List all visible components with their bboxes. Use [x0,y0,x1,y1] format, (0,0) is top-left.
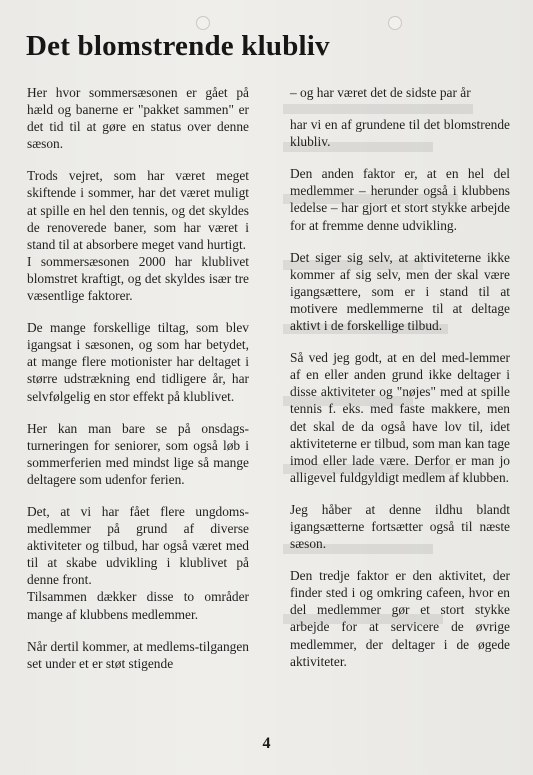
paragraph: Trods vejret, som har været meget skiftende i sommer, har det været muligt at spille en hel den tennis, og det skyldes de renoverede baner, som har været i stand til at absorbere meget vand hurtigt. [27,168,249,252]
paragraph: Så ved jeg godt, at en del med-lemmer af en eller anden grund ikke deltager i disse aktiviteter og "nøjes" med at spille tennis f. eks. med faste makkere, men det skal de da også have lov til, idet aktiviteterne er tilbud, som man kan tage imod eller lade være. Derfor er man jo alligevel fuldgyldigt medlem af klubben. [290,350,510,485]
paragraph: Det, at vi har fået flere ungdoms-medlemmer på grund af diverse aktiviteter og tilbud, har også været med til at skabe udvikling i klublivet på denne front. [27,503,249,588]
left-column [27,84,249,687]
paragraph: Tilsammen dækker disse to områder mange af klubbens medlemmer. [27,589,249,622]
paragraph: Her kan man bare se på onsdags-turneringen for seniorer, som også løb i sommerferien med mindst lige så mange deltagere som udenfor ferien. [27,420,249,487]
paragraph: Jeg håber at denne ildhu blandt igangsætterne fortsætter også til næste sæson. [290,501,510,552]
page-number: 4 [262,735,271,752]
article-title: Det blomstrende klubliv [26,30,330,62]
paragraph: I sommersæsonen 2000 har klublivet blomstret kraftigt, og det skyldes især tre væsentlige faktorer. [27,253,249,304]
paragraph: har vi en af grundene til det blomstrende klubliv. [290,117,510,150]
paragraph: Når dertil kommer, at medlems-tilgangen set under et er støt stigende [27,638,249,671]
paragraph: Her hvor sommersæsonen er gået på hæld og banerne er "pakket sammen" er det tid til at gøre en status over denne sæson. [27,85,249,152]
paragraph: Den anden faktor er, at en hel del medlemmer – herunder også i klubbens ledelse – har gjort et stort stykke arbejde for at fremme denne udvikling. [290,166,510,233]
paragraph: Den tredje faktor er den aktivitet, der finder sted i og omkring cafeen, hvor en del medlemmer gør et stort stykke arbejde for at servicere de øvrige medlemmer, der deltager i de øgede aktiviteter. [290,568,510,669]
paragraph: – og har været det de sidste par år [290,85,471,100]
paragraph: Det siger sig selv, at aktiviteterne ikke kommer af sig selv, men der skal være igangsættere, som er i stand til at motivere medlemmerne til at deltage aktivt i de forskellige tilbud. [290,249,510,334]
right-column [290,84,510,685]
paragraph: De mange forskellige tiltag, som blev igangsat i sæsonen, og som har betydet, at mange flere motionister har deltaget i større udstrækning end tidligere år, har selvfølgelig en stor effekt på klublivet. [27,320,249,404]
binder-hole [388,16,402,30]
binder-hole [196,16,210,30]
